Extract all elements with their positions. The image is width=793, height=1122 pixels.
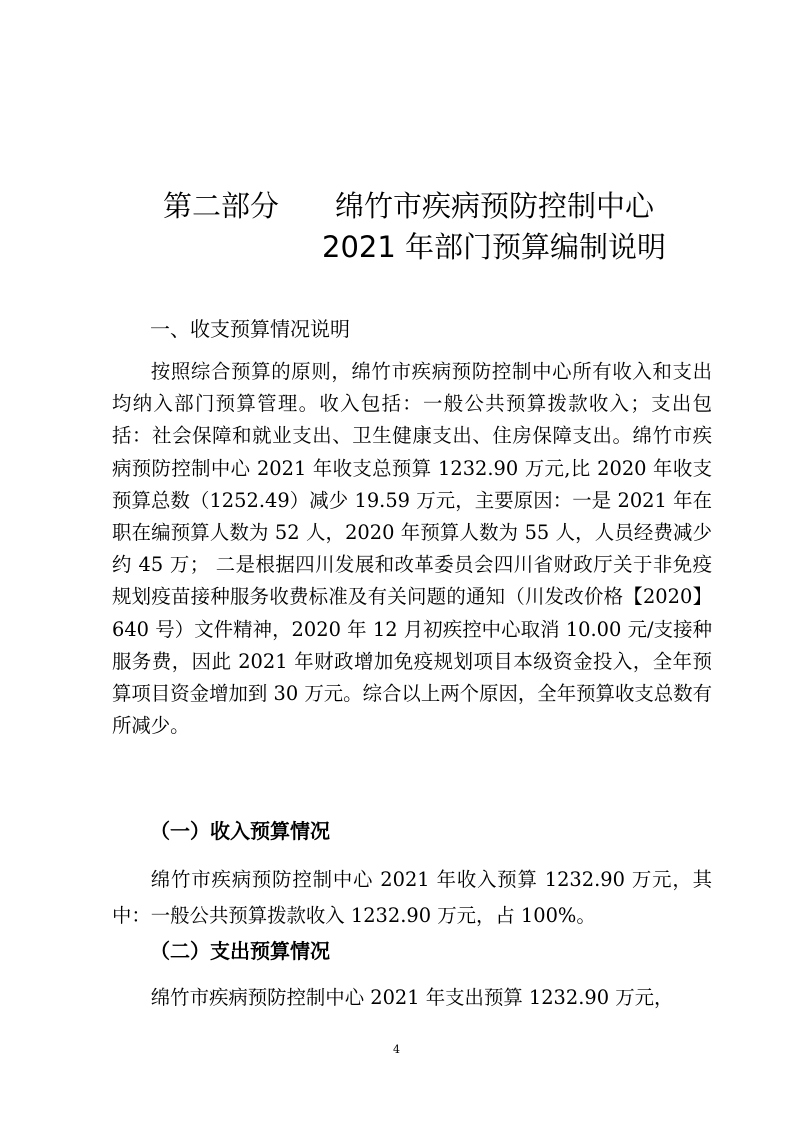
section-heading-income: （一）收入预算情况 bbox=[150, 819, 330, 843]
document-title-line1 bbox=[163, 186, 654, 226]
budget-overview-paragraph: 按照综合预算的原则，绵竹市疾病预防控制中心所有收入和支出均纳入部门预算管理。收入包括：一般公共预算拨款收入；支出包括：社会保障和就业支出、卫生健康支出、住房保障支出。绵竹市疾病预防控制中心 2021 年收支总预算 1232.90 万元,比 2020 年收支预算总数（1252.49）减少 19.59 万元，主要原因：一是 2021 年在职在编预算人数为 52 人，2020 年预算人数为 55 人，人员经费减少约 45 万； 二是根据四川发展和改革委员会四川省财政厅关于非免疫规划疫苗接种服务收费标准及有关问题的通知（川发改价格【2020】640 号）文件精神，2020 年 12 月初疾控中心取消 10.00 元/支接种服务费，因此 2021 年财政增加免疫规划项目本级资金投入，全年预算项目资金增加到 30 万元。综合以上两个原因，全年预算收支总数有所减少。 bbox=[112, 360, 712, 738]
page-number: 4 bbox=[393, 1043, 400, 1056]
section-heading-expenditure: （二）支出预算情况 bbox=[150, 939, 330, 963]
income-paragraph: 绵竹市疾病预防控制中心 2021 年收入预算 1232.90 万元，其中：一般公共预算拨款收入 1232.90 万元，占 100%。 bbox=[112, 868, 712, 927]
document-title-line2: 2021 年部门预算编制说明 bbox=[322, 230, 667, 264]
expenditure-paragraph: 绵竹市疾病预防控制中心 2021 年支出预算 1232.90 万元， bbox=[150, 986, 674, 1009]
section-heading-budget-overview: 一、收支预算情况说明 bbox=[150, 317, 350, 341]
title-org-name: 绵竹市疾病预防控制中心 bbox=[335, 189, 655, 223]
title-part-label: 第二部分 bbox=[163, 189, 280, 223]
